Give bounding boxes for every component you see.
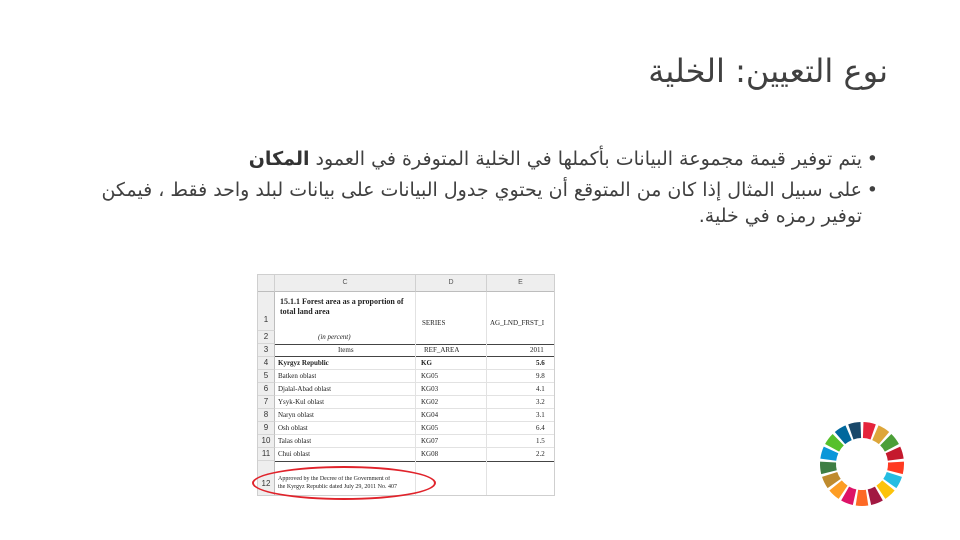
slide-title: نوع التعيين: الخلية: [648, 52, 888, 90]
row-number: 5: [258, 370, 275, 383]
sdg-wheel-segment: [856, 490, 869, 506]
highlight-ellipse: [252, 466, 436, 500]
table-row-item: Chui oblast: [278, 450, 311, 458]
ref-area-header-cell: REF_AREA: [424, 346, 460, 354]
sheet-title-cell: 15.1.1 Forest area as a proportion of total land area: [280, 297, 404, 316]
row-number: 10: [258, 435, 275, 448]
footnote-line-1: Approved by the Decree of the Government of: [278, 476, 391, 482]
row-number: 6: [258, 383, 275, 396]
bullet-marker: •: [866, 179, 878, 201]
table-row-value: 2.2: [536, 450, 545, 458]
table-row-value: 3.2: [536, 398, 545, 406]
spreadsheet-screenshot: [257, 274, 555, 496]
bullet-item-2: [58, 177, 878, 229]
footnote-line-2: the Kyrgyz Republic dated July 29, 2011 No. 407: [278, 484, 397, 490]
sdg-wheel-segment: [887, 462, 904, 474]
series-label-cell: SERIES: [422, 319, 446, 327]
table-row-item: Osh oblast: [278, 424, 308, 432]
row-number: 2: [258, 331, 275, 344]
table-row-value: 4.1: [536, 385, 545, 393]
table-row-value: 5.6: [536, 359, 545, 367]
table-row-code: KG07: [421, 437, 439, 445]
row-number: 7: [258, 396, 275, 409]
table-row-value: 3.1: [536, 411, 545, 419]
table-row-code: KG02: [421, 398, 439, 406]
bullet-list: [58, 146, 878, 234]
table-row-value: 9.8: [536, 372, 545, 380]
bullet-bold-term: المكان: [248, 148, 310, 170]
table-row-code: KG03: [421, 385, 439, 393]
year-header-cell: 2011: [530, 346, 544, 354]
column-divider: [415, 292, 416, 495]
sdg-wheel-segment: [820, 462, 837, 474]
series-code-cell: AG_LND_FRST_I: [490, 319, 545, 327]
row-number: 1: [258, 292, 275, 331]
items-header-cell: Items: [338, 346, 354, 354]
bullet-text-2: على سبيل المثال إذا كان من المتوقع أن يحتوي جدول البيانات على بيانات لبلد واحد فقط ، فيمكن توفير رمزه في خلية.: [101, 179, 862, 227]
row-number: 12: [258, 461, 275, 496]
bullet-text-1: يتم توفير قيمة مجموعة البيانات بأكملها في الخلية المتوفرة في العمود: [309, 148, 862, 170]
table-row-value: 1.5: [536, 437, 545, 445]
column-divider: [486, 292, 487, 495]
column-header-d: D: [416, 275, 487, 292]
table-row-code: KG05: [421, 424, 439, 432]
bullet-marker: •: [866, 148, 878, 170]
table-row-code: KG08: [421, 450, 439, 458]
table-row-code: KG04: [421, 411, 439, 419]
corner-header: [258, 275, 275, 292]
table-row-item: Talas oblast: [278, 437, 312, 445]
table-row-code: KG05: [421, 372, 439, 380]
column-header-e: E: [487, 275, 555, 292]
row-number: 4: [258, 357, 275, 370]
row-number: 3: [258, 344, 275, 357]
table-row-item: Djalal-Abad oblast: [278, 385, 332, 393]
column-header-c: C: [275, 275, 416, 292]
table-row-code: KG: [421, 359, 432, 367]
row-number: 9: [258, 422, 275, 435]
table-row-item: Kyrgyz Republic: [278, 359, 329, 367]
row-number: 8: [258, 409, 275, 422]
table-row-item: Naryn oblast: [278, 411, 314, 419]
sheet-subtitle-cell: (in percent): [318, 333, 351, 341]
table-row-item: Batken oblast: [278, 372, 317, 380]
table-row-item: Ysyk-Kul oblast: [278, 398, 325, 406]
row-number: 11: [258, 448, 275, 461]
bullet-item-1: [58, 146, 878, 172]
sdg-wheel-icon: [818, 420, 906, 508]
table-row-value: 6.4: [536, 424, 545, 432]
